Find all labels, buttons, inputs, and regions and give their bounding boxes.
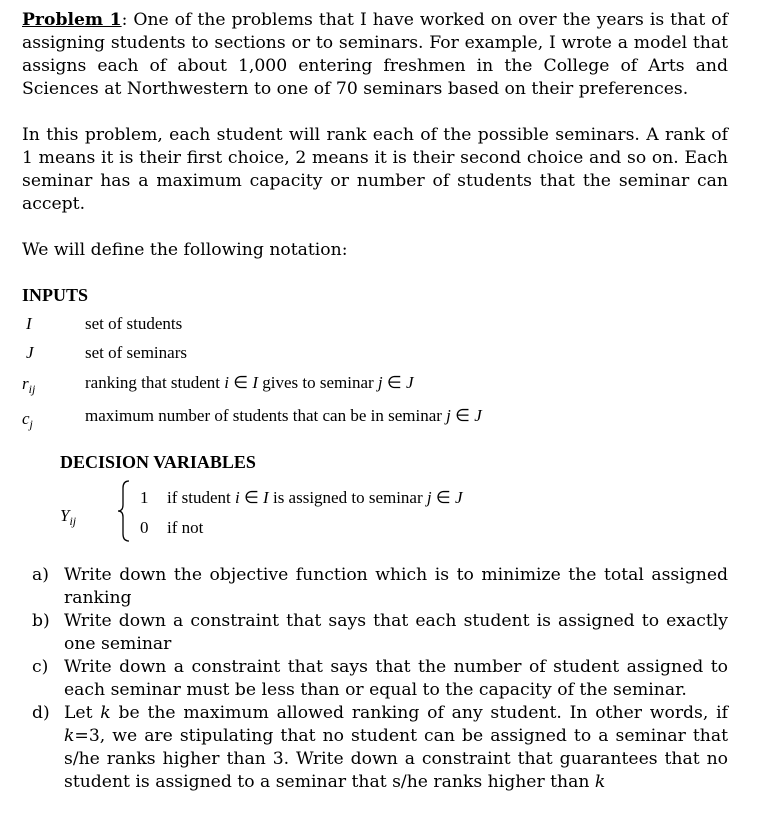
decision-variables-heading: DECISION VARIABLES xyxy=(60,452,256,472)
question-b-label: b) xyxy=(32,611,50,631)
input-symbol-I: I xyxy=(26,314,32,333)
decision-symbol-Y: $Y_{ij}$ xyxy=(60,506,77,528)
intro-paragraph xyxy=(22,9,728,101)
problem-title: Problem 1 xyxy=(22,10,122,30)
question-d-text: Let k be the maximum allowed ranking of any student. In other words, if k=3, we are stipulating that no student can be assigned to a seminar that s/he ranks higher than 3. Write down a constraint that guarantees that no student is assigned to a seminar that s/he ranks higher than k xyxy=(64,703,728,792)
question-list xyxy=(22,564,728,794)
input-def-r: ranking that student i ∈ I gives to seminar j ∈ J xyxy=(85,373,414,392)
decision-sub-Y: ij xyxy=(69,514,77,528)
input-def-c: maximum number of students that can be in seminar j ∈ J xyxy=(85,406,482,425)
question-a-label: a) xyxy=(32,565,49,585)
decision-case-zero-text: if not xyxy=(167,518,204,537)
question-c-label: c) xyxy=(32,657,49,677)
question-c-text: Write down a constraint that says that the number of student assigned to each seminar must be less than or equal to the capacity of the seminar. xyxy=(64,657,728,700)
input-def-J: set of seminars xyxy=(85,343,187,362)
decision-case-zero-value: 0 xyxy=(140,518,149,537)
question-d xyxy=(22,702,728,794)
question-a-text: Write down the objective function which is to minimize the total assigned ranking xyxy=(64,565,728,608)
left-brace xyxy=(116,479,132,543)
input-symbol-c: $c_j$ xyxy=(22,409,33,431)
notation-intro: We will define the following notation: xyxy=(22,240,348,260)
input-sub-r: ij xyxy=(28,382,36,396)
ranking-paragraph: In this problem, each student will rank each of the possible seminars. A rank of 1 means it is their first choice, 2 means it is their second choice and so on. Each seminar has a maximum capacity or number of students that the seminar can accept. xyxy=(22,125,728,214)
input-symbol-r: $r_{ij}$ xyxy=(22,374,36,396)
question-d-label: d) xyxy=(32,703,50,723)
input-sub-c: j xyxy=(29,417,33,431)
question-b xyxy=(22,610,728,656)
input-symbol-J: J xyxy=(26,343,34,362)
question-a xyxy=(22,564,728,610)
input-def-I: set of students xyxy=(85,314,183,333)
intro-text: : One of the problems that I have worked on over the years is that of assigning students to sections or to seminars. For example, I wrote a model that assigns each of about 1,000 entering freshmen in the College of Arts and Sciences at Northwestern to one of 70 seminars based on their preferences. xyxy=(22,10,728,99)
question-b-text: Write down a constraint that says that each student is assigned to exactly one seminar xyxy=(64,611,728,654)
inputs-heading: INPUTS xyxy=(22,285,89,305)
decision-case-one-text: if student i ∈ I is assigned to seminar j ∈ J xyxy=(167,488,463,507)
question-c xyxy=(22,656,728,702)
decision-case-one-value: 1 xyxy=(140,488,149,507)
